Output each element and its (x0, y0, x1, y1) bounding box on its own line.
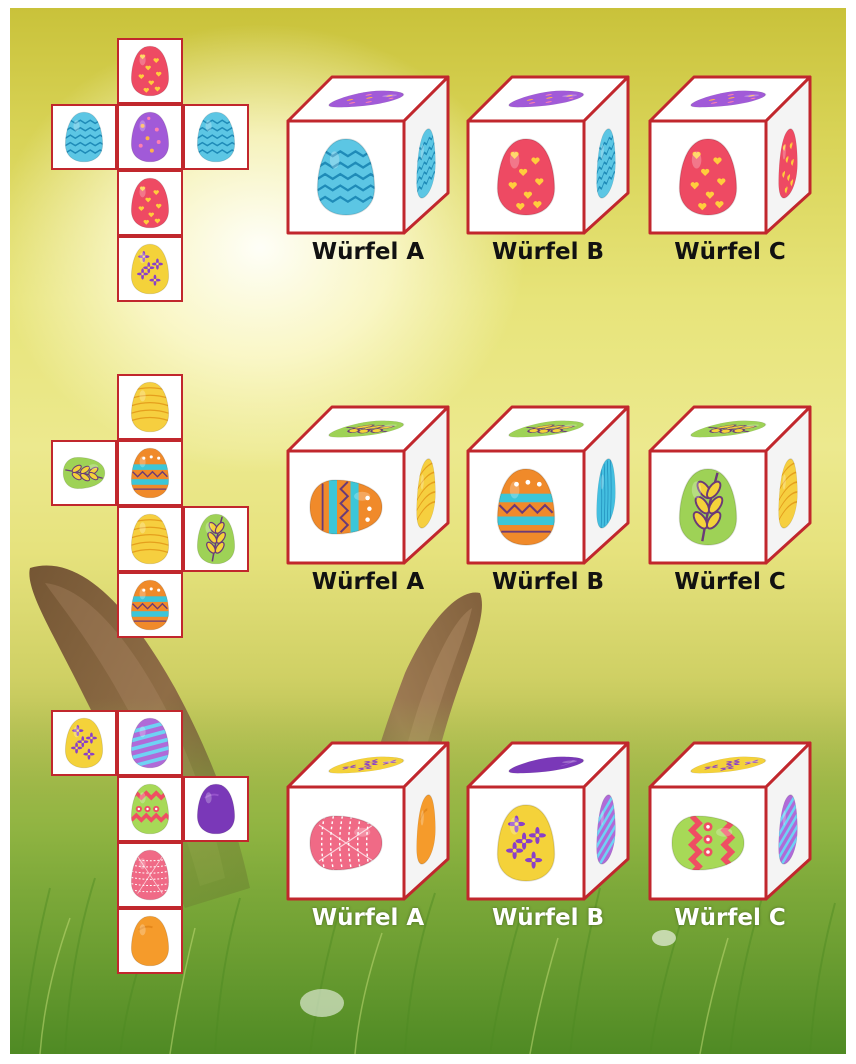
puzzle-sheet (10, 8, 846, 1054)
cube-drawing (286, 401, 450, 565)
cube-drawing (648, 401, 812, 565)
cube-option-b[interactable] (466, 401, 630, 565)
cube-label-a: Würfel A (311, 569, 425, 595)
egg-icon-orange-bands (119, 442, 181, 504)
net-square-orange-plain (117, 908, 183, 974)
net-square-violet-stripes (117, 710, 183, 776)
front-face-egg-icon (498, 139, 555, 215)
net-square-yellow-flowers (117, 236, 183, 302)
cube-label-a: Würfel A (311, 905, 425, 931)
net-square-green-leaves (183, 506, 249, 572)
cube-drawing (648, 737, 812, 901)
egg-icon-purple-plain (185, 778, 247, 840)
cube-option-b[interactable] (466, 71, 630, 235)
egg-icon-green-leaves (185, 508, 247, 570)
cube-option-a[interactable] (286, 71, 450, 235)
net-square-green-leaves (51, 440, 117, 506)
net-square-pink-lines (117, 842, 183, 908)
net-square-red-hearts (117, 38, 183, 104)
cube-drawing (648, 71, 812, 235)
egg-icon-pink-lines (119, 844, 181, 906)
cube-label-c: Würfel C (674, 905, 786, 931)
egg-icon-green-red-dots (119, 778, 181, 840)
cube-option-a[interactable] (286, 401, 450, 565)
cube-label-c: Würfel C (674, 569, 786, 595)
egg-icon-violet-dots (119, 106, 181, 168)
front-face-egg-icon (498, 469, 555, 545)
front-face-egg-icon (498, 805, 555, 881)
front-face-egg-icon (310, 816, 382, 870)
net-square-purple-plain (183, 776, 249, 842)
net-square-yellow-flowers (51, 710, 117, 776)
egg-icon-green-leaves (53, 442, 115, 504)
cube-option-c[interactable] (648, 737, 812, 901)
egg-icon-yellow-lines (119, 508, 181, 570)
cube-option-c[interactable] (648, 401, 812, 565)
cube-option-b[interactable] (466, 737, 630, 901)
cube-drawing (286, 71, 450, 235)
front-face-egg-icon (680, 469, 737, 545)
cube-drawing (466, 401, 630, 565)
cube-drawing (286, 737, 450, 901)
cube-drawing (466, 737, 630, 901)
cube-option-a[interactable] (286, 737, 450, 901)
cube-label-b: Würfel B (491, 239, 605, 265)
egg-icon-yellow-flowers (53, 712, 115, 774)
net-square-blue-zigzag (51, 104, 117, 170)
egg-icon-blue-zigzag (185, 106, 247, 168)
front-face-egg-icon (310, 480, 382, 534)
net-square-yellow-lines (117, 374, 183, 440)
egg-icon-blue-zigzag (53, 106, 115, 168)
net-square-orange-bands (117, 440, 183, 506)
cube-label-c: Würfel C (674, 239, 786, 265)
net-square-orange-bands (117, 572, 183, 638)
net-square-violet-dots (117, 104, 183, 170)
net-square-green-red-dots (117, 776, 183, 842)
front-face-egg-icon (680, 139, 737, 215)
egg-icon-red-hearts (119, 40, 181, 102)
net-square-red-hearts (117, 170, 183, 236)
cube-label-b: Würfel B (491, 905, 605, 931)
cube-drawing (466, 71, 630, 235)
net-square-yellow-lines (117, 506, 183, 572)
egg-icon-red-hearts (119, 172, 181, 234)
cube-option-c[interactable] (648, 71, 812, 235)
egg-icon-orange-plain (119, 910, 181, 972)
net-square-blue-zigzag (183, 104, 249, 170)
cube-label-a: Würfel A (311, 239, 425, 265)
egg-icon-violet-stripes (119, 712, 181, 774)
egg-icon-orange-bands (119, 574, 181, 636)
egg-icon-yellow-flowers (119, 238, 181, 300)
egg-icon-yellow-lines (119, 376, 181, 438)
cube-label-b: Würfel B (491, 569, 605, 595)
